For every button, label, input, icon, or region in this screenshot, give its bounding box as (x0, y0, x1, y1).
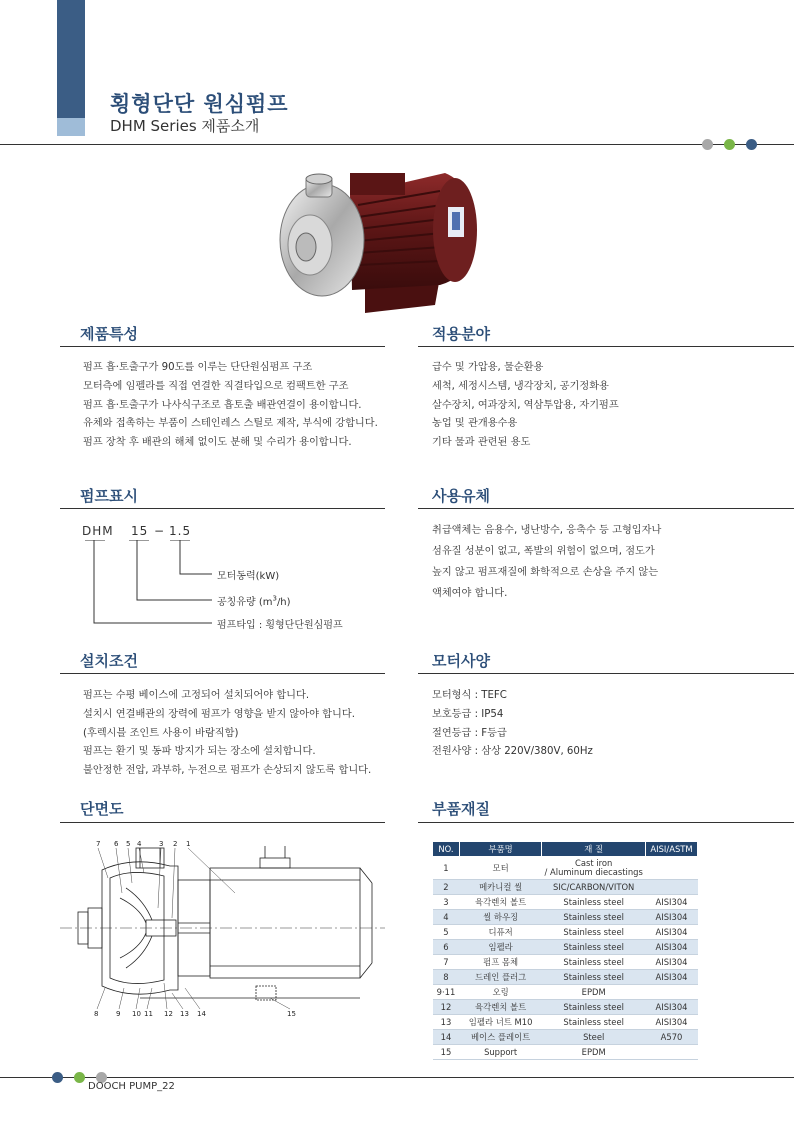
cell-no: 12 (433, 1000, 460, 1015)
callout-bottom: 14 (197, 1010, 206, 1018)
cell-no: 4 (433, 910, 460, 925)
cell-std (646, 857, 698, 880)
designation-heading: 펌프표시 (80, 487, 138, 505)
cell-material: SIC/CARBON/VITON (542, 880, 646, 895)
table-row (433, 970, 698, 985)
callout-top: 3 (159, 840, 164, 848)
footer-page-label: DOOCH PUMP_22 (88, 1081, 175, 1092)
motor-line: 전원사양 : 삼상 220V/380V, 60Hz (432, 746, 593, 758)
cell-material: EPDM (542, 985, 646, 1000)
cell-name: 펌프 몸체 (459, 955, 541, 970)
fluid-list (432, 520, 661, 604)
cell-std (646, 985, 698, 1000)
cell-material: Stainless steel (542, 970, 646, 985)
designation-leader-lines (80, 540, 220, 630)
callout-top: 5 (126, 840, 131, 848)
table-row (433, 1015, 698, 1030)
cell-no: 6 (433, 940, 460, 955)
footer-divider (0, 1077, 794, 1078)
cell-std: AISI304 (646, 940, 698, 955)
callout-bottom: 10 (132, 1010, 141, 1018)
cell-no: 3 (433, 895, 460, 910)
feature-line: 펌프 흡·토출구가 나사식구조로 흡토출 배관연결이 용이합니다. (83, 399, 362, 411)
cell-name: 디퓨저 (459, 925, 541, 940)
designation-type-label: 펌프타입 : 횡형단단원심펌프 (217, 620, 343, 631)
fluid-heading: 사용유체 (432, 487, 490, 505)
fluid-line: 취급액체는 음용수, 냉난방수, 응축수 등 고형입자나 (432, 525, 662, 536)
cell-no: 14 (433, 1030, 460, 1045)
cell-name: 드레인 플러그 (459, 970, 541, 985)
pump-product-image (270, 155, 490, 325)
footer-blue-dot (52, 1072, 63, 1083)
fluid-line: 높지 않고 펌프재질에 화학적으로 손상을 주지 않는 (432, 567, 659, 578)
feature-line: 유체와 접촉하는 부품이 스테인레스 스틸로 제작, 부식에 강합니다. (83, 418, 378, 430)
material-line2: / Aluminum diecastings (544, 867, 643, 877)
cross-section-drawing (60, 838, 385, 1020)
fluid-line: 액체여야 합니다. (432, 588, 508, 599)
fluid-divider (418, 508, 794, 509)
col-material: 재 질 (542, 842, 646, 857)
designation-power-label: 모터동력(kW) (217, 571, 280, 582)
col-std: AISI/ASTM (646, 842, 698, 857)
fluid-line: 섬유질 성분이 없고, 폭발의 위험이 없으며, 점도가 (432, 546, 655, 557)
designation-dash: − (154, 524, 165, 538)
materials-divider (418, 822, 794, 823)
table-row (433, 1045, 698, 1060)
blue-dot (746, 139, 757, 150)
installation-line: (후렉시블 조인트 사용이 바람직함) (83, 727, 239, 739)
table-row (433, 940, 698, 955)
table-header-row (433, 842, 698, 857)
cell-name: 메카니컬 씰 (459, 880, 541, 895)
callout-bottom: 9 (116, 1010, 121, 1018)
cell-no: 9·11 (433, 985, 460, 1000)
cell-material: Stainless steel (542, 940, 646, 955)
cell-name: 베이스 플레이트 (459, 1030, 541, 1045)
cell-no: 2 (433, 880, 460, 895)
callout-top: 2 (173, 840, 178, 848)
header-divider (0, 144, 794, 145)
motor-divider (418, 673, 794, 674)
section-divider (60, 822, 385, 823)
cell-no: 8 (433, 970, 460, 985)
cell-name: 오링 (459, 985, 541, 1000)
motor-heading: 모터사양 (432, 652, 490, 670)
installation-line: 설치시 연결배관의 장력에 펌프가 영향을 받지 않아야 합니다. (83, 708, 355, 720)
callout-bottom: 11 (144, 1010, 153, 1018)
cell-std (646, 880, 698, 895)
callout-bottom: 8 (94, 1010, 99, 1018)
flow-label-suffix: /h) (276, 597, 291, 608)
callout-top: 1 (186, 840, 191, 848)
installation-line: 불안정한 전압, 과부하, 누전으로 펌프가 손상되지 않도록 합니다. (83, 765, 372, 777)
cell-name: 육각렌치 볼트 (459, 1000, 541, 1015)
designation-power: 1.5 (169, 524, 192, 538)
cell-material: Stainless steel (542, 1000, 646, 1015)
green-dot (724, 139, 735, 150)
cell-no: 15 (433, 1045, 460, 1060)
table-row (433, 1030, 698, 1045)
cell-no: 7 (433, 955, 460, 970)
features-heading: 제품특성 (80, 325, 138, 343)
feature-line: 펌프 장착 후 배관의 해체 없이도 분해 및 수리가 용이합니다. (83, 437, 352, 449)
cell-name: 모터 (459, 857, 541, 880)
designation-flow-label (217, 593, 291, 608)
page-subtitle: DHM Series 제품소개 (110, 117, 260, 135)
footer-green-dot (74, 1072, 85, 1083)
cell-material: Stainless steel (542, 955, 646, 970)
cell-material: Steel (542, 1030, 646, 1045)
table-row (433, 910, 698, 925)
cell-name: 임펠라 너트 M10 (459, 1015, 541, 1030)
cell-no: 13 (433, 1015, 460, 1030)
installation-line: 펌프는 수평 베이스에 고정되어 설치되어야 합니다. (83, 690, 310, 701)
cell-name: Support (459, 1045, 541, 1060)
callout-bottom: 12 (164, 1010, 173, 1018)
callout-top: 4 (137, 840, 142, 848)
cell-std: AISI304 (646, 895, 698, 910)
applications-divider (418, 346, 794, 347)
material-line1: Cast iron (575, 858, 613, 868)
cell-material: Stainless steel (542, 910, 646, 925)
designation-divider (60, 508, 385, 509)
cell-material: EPDM (542, 1045, 646, 1060)
feature-line: 펌프 흡·토출구가 90도를 이루는 단단원심펌프 구조 (83, 362, 313, 373)
cell-std: AISI304 (646, 1000, 698, 1015)
callout-bottom: 15 (287, 1010, 296, 1018)
cell-material (542, 857, 646, 880)
col-no: NO. (433, 842, 460, 857)
cell-std: AISI304 (646, 1015, 698, 1030)
table-row (433, 925, 698, 940)
cell-name: 씰 하우징 (459, 910, 541, 925)
installation-list (83, 687, 371, 781)
cell-material: Stainless steel (542, 895, 646, 910)
cell-no: 1 (433, 857, 460, 880)
applications-heading: 적용분야 (432, 325, 490, 343)
designation-flow: 15 (131, 524, 149, 538)
table-row (433, 955, 698, 970)
cell-std: AISI304 (646, 925, 698, 940)
cell-material: Stainless steel (542, 925, 646, 940)
table-row (433, 857, 698, 880)
header-tab-dark (57, 0, 85, 118)
motor-line: 절연등급 : F등급 (432, 727, 507, 739)
table-row (433, 880, 698, 895)
table-row (433, 895, 698, 910)
installation-heading: 설치조건 (80, 652, 138, 670)
application-line: 살수장치, 여과장치, 역삼투압용, 자기펌프 (432, 399, 619, 411)
installation-line: 펌프는 환기 및 동파 방지가 되는 장소에 설치합니다. (83, 746, 316, 758)
features-divider (60, 346, 385, 347)
cell-std: AISI304 (646, 910, 698, 925)
application-line: 농업 및 관개용수용 (432, 418, 518, 430)
features-list (83, 359, 378, 453)
cell-name: 육각렌치 볼트 (459, 895, 541, 910)
page-title: 횡형단단 원심펌프 (110, 92, 289, 116)
cell-std: AISI304 (646, 955, 698, 970)
col-name: 부품명 (459, 842, 541, 857)
cell-name: 임펠라 (459, 940, 541, 955)
section-heading: 단면도 (80, 800, 124, 818)
installation-divider (60, 673, 385, 674)
flow-label-sup: 3 (272, 594, 277, 603)
motor-line: 모터형식 : TEFC (432, 690, 507, 701)
feature-line: 모터측에 임펠라를 직접 연결한 직결타입으로 컴팩트한 구조 (83, 380, 349, 392)
cell-material: Stainless steel (542, 1015, 646, 1030)
callout-bottom: 13 (180, 1010, 189, 1018)
callout-top: 6 (114, 840, 119, 848)
application-line: 세척, 세정시스템, 냉각장치, 공기정화용 (432, 380, 609, 392)
flow-label-prefix: 공칭유량 (m (217, 597, 273, 608)
application-line: 급수 및 가압용, 물순환용 (432, 362, 544, 373)
applications-list (432, 359, 619, 453)
application-line: 기타 물과 관련된 용도 (432, 437, 531, 449)
materials-table (432, 841, 698, 1060)
cell-std (646, 1045, 698, 1060)
cell-std: A570 (646, 1030, 698, 1045)
table-row (433, 985, 698, 1000)
grey-dot (702, 139, 713, 150)
designation-model: DHM (82, 524, 114, 538)
materials-heading: 부품재질 (432, 800, 490, 818)
cell-no: 5 (433, 925, 460, 940)
motor-list (432, 687, 593, 762)
header-tab-light (57, 118, 85, 136)
table-row (433, 1000, 698, 1015)
callout-top: 7 (96, 840, 101, 848)
motor-line: 보호등급 : IP54 (432, 708, 504, 720)
cell-std: AISI304 (646, 970, 698, 985)
